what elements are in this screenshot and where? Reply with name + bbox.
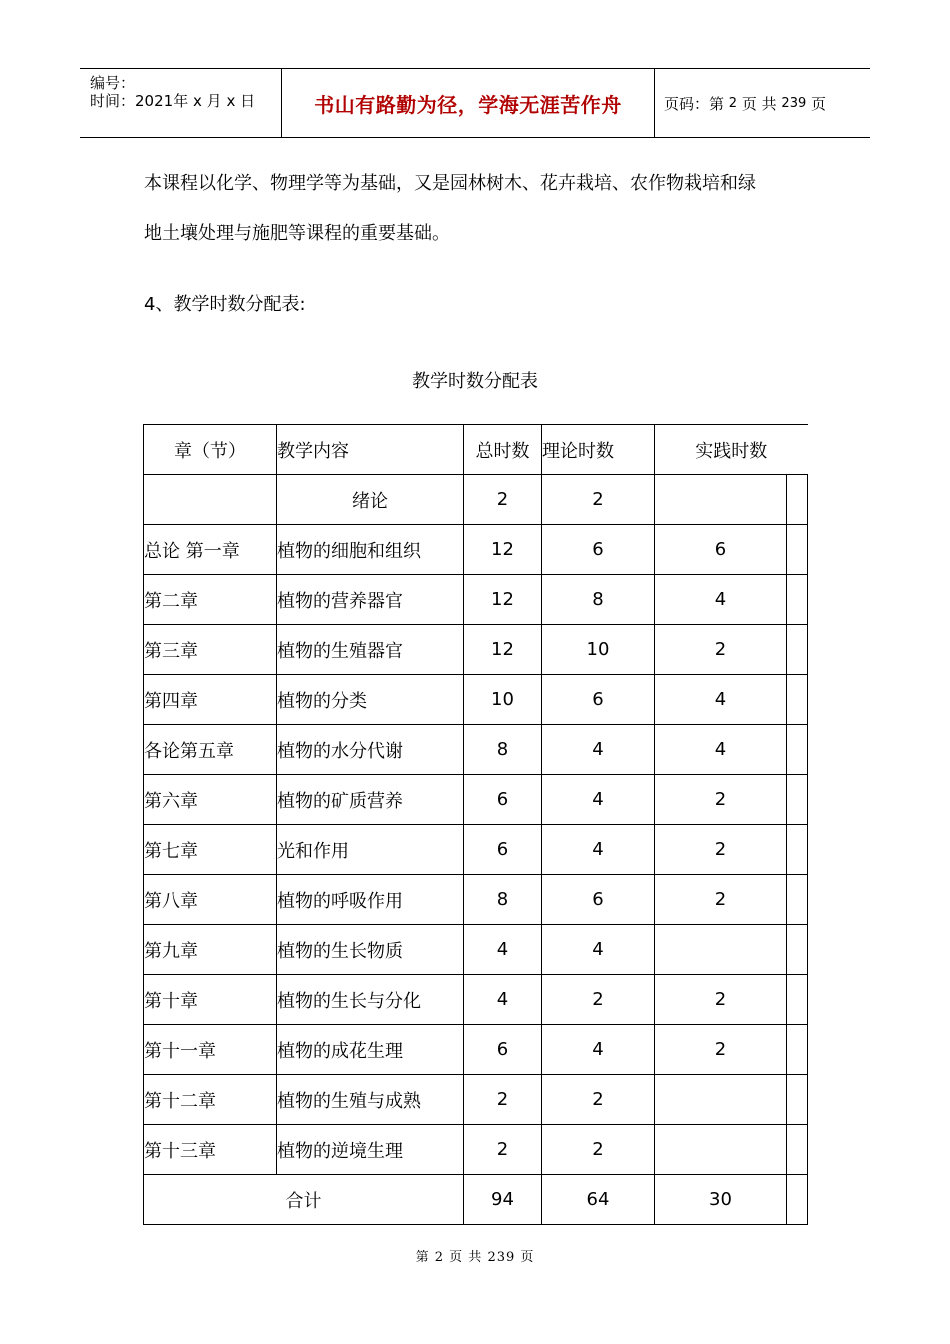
header-motto: 书山有路勤为径，学海无涯苦作舟 xyxy=(282,69,655,137)
total-hours-cell: 12 xyxy=(464,575,542,625)
practice-hours-cell: 2 xyxy=(655,625,787,675)
chapter-cell: 第二章 xyxy=(144,575,277,625)
total-hours-cell: 8 xyxy=(464,725,542,775)
table-row xyxy=(144,475,808,525)
practice-hours-cell: 6 xyxy=(655,525,787,575)
chapter-cell xyxy=(144,475,277,525)
content-cell: 植物的矿质营养 xyxy=(277,775,464,825)
spare-cell xyxy=(787,1125,808,1175)
content-cell: 植物的生长与分化 xyxy=(277,975,464,1025)
practice-hours-cell: 2 xyxy=(655,775,787,825)
table-row xyxy=(144,775,808,825)
spare-cell xyxy=(787,1025,808,1075)
chapter-cell: 第十章 xyxy=(144,975,277,1025)
spare-cell xyxy=(787,1175,808,1225)
table-row xyxy=(144,975,808,1025)
content-cell: 植物的营养器官 xyxy=(277,575,464,625)
header-meta xyxy=(80,69,282,137)
spare-cell xyxy=(787,725,808,775)
page-footer: 第 2 页 共 239 页 xyxy=(415,1250,535,1265)
table-row xyxy=(144,1125,808,1175)
spare-cell xyxy=(787,475,808,525)
total-hours-cell: 2 xyxy=(464,1125,542,1175)
total-hours-cell: 10 xyxy=(464,675,542,725)
spare-cell xyxy=(787,775,808,825)
theory-hours-cell: 2 xyxy=(542,1125,655,1175)
document-date: 时间：2021年 x 月 x 日 xyxy=(90,92,256,110)
table-row xyxy=(144,1025,808,1075)
theory-hours-cell: 6 xyxy=(542,525,655,575)
spare-cell xyxy=(787,825,808,875)
table-row xyxy=(144,825,808,875)
theory-hours-cell: 10 xyxy=(542,625,655,675)
total-hours-cell: 2 xyxy=(464,475,542,525)
document-number: 编号： xyxy=(90,74,136,92)
theory-hours-cell: 6 xyxy=(542,875,655,925)
content-cell: 植物的细胞和组织 xyxy=(277,525,464,575)
practice-hours-cell xyxy=(655,475,787,525)
total-hours-cell: 8 xyxy=(464,875,542,925)
theory-hours-cell: 2 xyxy=(542,475,655,525)
spare-cell xyxy=(787,525,808,575)
table-row xyxy=(144,525,808,575)
table-caption: 教学时数分配表 xyxy=(412,371,538,392)
table-row xyxy=(144,1075,808,1125)
spare-cell xyxy=(787,925,808,975)
total-hours-cell: 4 xyxy=(464,975,542,1025)
content-cell: 植物的生殖与成熟 xyxy=(277,1075,464,1125)
body-paragraph-line-1: 本课程以化学、物理学等为基础，又是园林树木、花卉栽培、农作物栽培和绿 xyxy=(144,173,756,194)
header-theory: 理论时数 xyxy=(542,425,655,475)
chapter-cell: 第三章 xyxy=(144,625,277,675)
table-row xyxy=(144,575,808,625)
total-hours-cell: 2 xyxy=(464,1075,542,1125)
content-cell: 光和作用 xyxy=(277,825,464,875)
total-hours-cell: 6 xyxy=(464,825,542,875)
chapter-cell: 第十二章 xyxy=(144,1075,277,1125)
total-hours-cell: 6 xyxy=(464,1025,542,1075)
header-chapter: 章（节） xyxy=(144,425,277,475)
content-cell: 植物的生长物质 xyxy=(277,925,464,975)
theory-hours-cell: 4 xyxy=(542,1025,655,1075)
table-row xyxy=(144,675,808,725)
spare-cell xyxy=(787,675,808,725)
table-row xyxy=(144,625,808,675)
table-header-row xyxy=(144,425,808,475)
content-cell: 植物的呼吸作用 xyxy=(277,875,464,925)
theory-hours-cell: 6 xyxy=(542,675,655,725)
theory-hours-cell: 2 xyxy=(542,975,655,1025)
section-title: 4、教学时数分配表: xyxy=(144,294,306,315)
practice-hours-cell: 2 xyxy=(655,975,787,1025)
theory-hours-cell: 2 xyxy=(542,1075,655,1125)
header-page-info: 页码：第 2 页 共 239 页 xyxy=(664,94,827,113)
practice-hours-cell: 4 xyxy=(655,575,787,625)
table-row xyxy=(144,875,808,925)
content-cell: 植物的成花生理 xyxy=(277,1025,464,1075)
practice-hours-cell: 2 xyxy=(655,875,787,925)
content-cell: 植物的水分代谢 xyxy=(277,725,464,775)
sum-practice-hours-cell: 30 xyxy=(655,1175,787,1225)
spare-cell xyxy=(787,975,808,1025)
practice-hours-cell: 4 xyxy=(655,725,787,775)
theory-hours-cell: 4 xyxy=(542,775,655,825)
theory-hours-cell: 4 xyxy=(542,925,655,975)
chapter-cell: 第九章 xyxy=(144,925,277,975)
total-hours-cell: 12 xyxy=(464,525,542,575)
table-row xyxy=(144,725,808,775)
total-hours-cell: 12 xyxy=(464,625,542,675)
theory-hours-cell: 4 xyxy=(542,825,655,875)
total-hours-cell: 4 xyxy=(464,925,542,975)
chapter-cell: 各论第五章 xyxy=(144,725,277,775)
body-paragraph-line-2: 地土壤处理与施肥等课程的重要基础。 xyxy=(144,223,450,244)
header-content: 教学内容 xyxy=(277,425,464,475)
table-total-row xyxy=(144,1175,808,1225)
chapter-cell: 总论 第一章 xyxy=(144,525,277,575)
chapter-cell: 第十一章 xyxy=(144,1025,277,1075)
content-cell: 植物的生殖器官 xyxy=(277,625,464,675)
content-cell: 绪论 xyxy=(277,475,464,525)
total-label-cell: 合计 xyxy=(144,1175,464,1225)
practice-hours-cell xyxy=(655,1075,787,1125)
sum-theory-hours-cell: 64 xyxy=(542,1175,655,1225)
spare-cell xyxy=(787,575,808,625)
chapter-cell: 第七章 xyxy=(144,825,277,875)
header-total: 总时数 xyxy=(464,425,542,475)
practice-hours-cell xyxy=(655,1125,787,1175)
sum-total-hours-cell: 94 xyxy=(464,1175,542,1225)
table-row xyxy=(144,925,808,975)
content-cell: 植物的逆境生理 xyxy=(277,1125,464,1175)
chapter-cell: 第十三章 xyxy=(144,1125,277,1175)
header-practice: 实践时数 xyxy=(655,425,808,475)
practice-hours-cell: 4 xyxy=(655,675,787,725)
theory-hours-cell: 4 xyxy=(542,725,655,775)
theory-hours-cell: 8 xyxy=(542,575,655,625)
practice-hours-cell: 2 xyxy=(655,825,787,875)
content-cell: 植物的分类 xyxy=(277,675,464,725)
hours-table xyxy=(143,424,808,1225)
total-hours-cell: 6 xyxy=(464,775,542,825)
practice-hours-cell xyxy=(655,925,787,975)
chapter-cell: 第四章 xyxy=(144,675,277,725)
page-header xyxy=(80,68,870,138)
practice-hours-cell: 2 xyxy=(655,1025,787,1075)
chapter-cell: 第八章 xyxy=(144,875,277,925)
spare-cell xyxy=(787,1075,808,1125)
chapter-cell: 第六章 xyxy=(144,775,277,825)
spare-cell xyxy=(787,625,808,675)
spare-cell xyxy=(787,875,808,925)
